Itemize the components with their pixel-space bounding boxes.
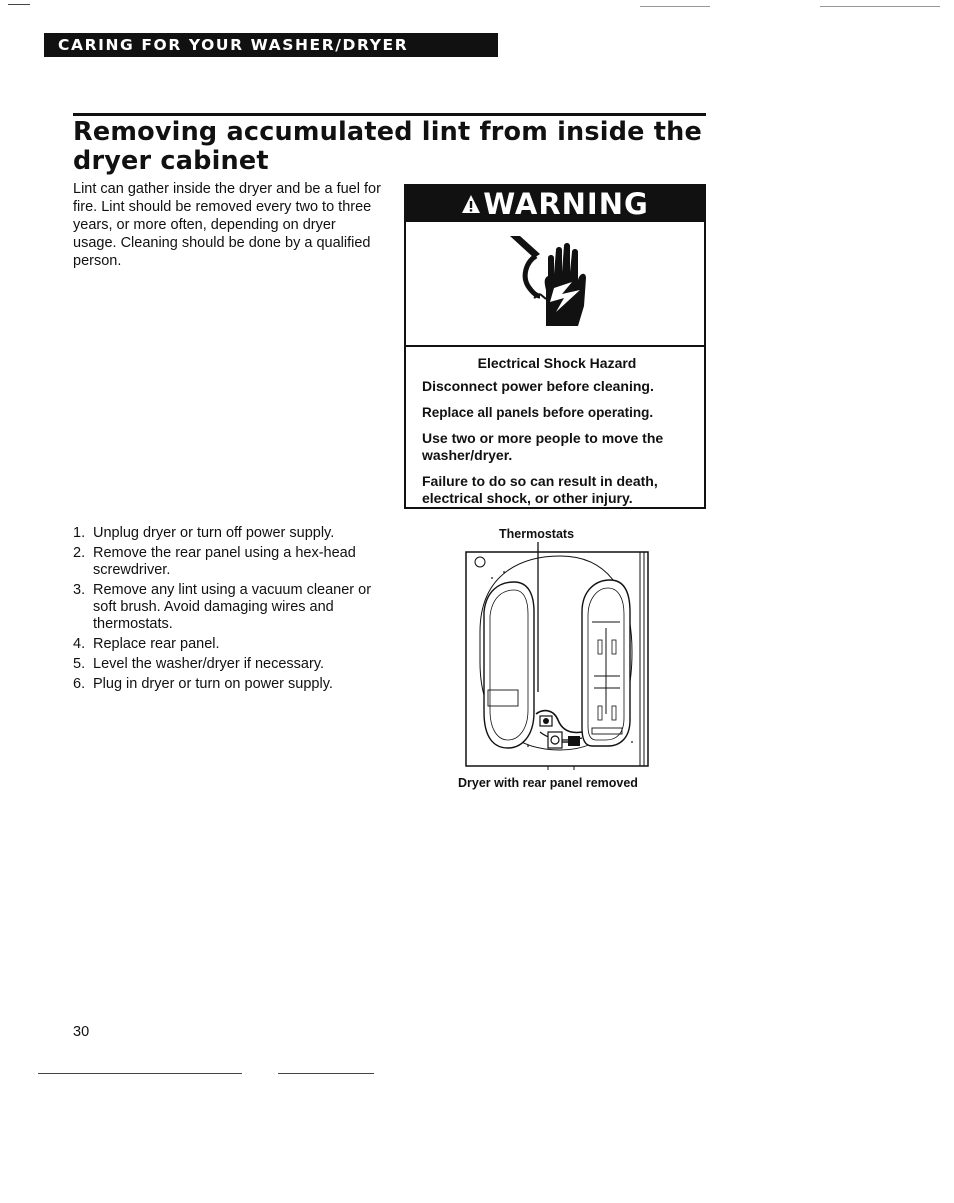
scan-artifact-line [278,1073,374,1074]
list-item [73,636,383,653]
step-number: 6. [73,676,86,692]
step-number: 5. [73,656,86,672]
warning-line: Failure to do so can result in death, electrical shock, or other injury. [422,473,658,506]
dryer-rear-illustration [464,542,654,772]
scan-artifact-line [820,6,940,7]
list-item [73,545,383,579]
step-text: Plug in dryer or turn on power supply. [93,676,333,692]
step-text: Unplug dryer or turn off power supply. [93,525,335,541]
intro-paragraph: Lint can gather inside the dryer and be a fuel for fire. Lint should be removed every two to three years, or more often, depending on dryer usage. Cleaning should be done by a qualified person. [73,181,381,269]
warning-title: WARNING [483,187,649,221]
step-text: Remove any lint using a vacuum cleaner or soft brush. Avoid damaging wires and thermostats. [93,582,372,632]
warning-triangle-icon [461,193,481,215]
figure-caption: Dryer with rear panel removed [458,776,638,790]
section-header-bar: CARING FOR YOUR WASHER/DRYER [44,33,498,57]
warning-line: Replace all panels before operating. [422,405,654,420]
warning-line: Disconnect power before cleaning. [422,378,654,394]
step-number: 1. [73,525,86,541]
title-rule [73,113,706,116]
list-item [73,656,383,673]
page-title: Removing accumulated lint from inside the dryer cabinet [73,117,702,176]
warning-box [404,184,706,509]
warning-pictogram [406,222,704,347]
thermostats-callout: Thermostats [499,527,575,541]
list-item [73,582,383,633]
step-number: 2. [73,545,86,561]
scan-artifact-line [38,1073,242,1074]
steps-list [73,525,383,696]
page-number: 30 [73,1024,90,1040]
warning-body [406,347,704,507]
list-item [73,676,383,693]
step-text: Remove the rear panel using a hex-head screwdriver. [93,545,356,578]
step-number: 4. [73,636,86,652]
step-text: Level the washer/dryer if necessary. [93,656,325,672]
scan-artifact-line [640,6,710,7]
scan-artifact-line [8,4,30,5]
warning-hazard-type: Electrical Shock Hazard [477,355,637,371]
electrical-shock-hand-icon [500,228,610,340]
warning-header [406,186,704,222]
warning-line: Use two or more people to move the washer/dryer. [422,430,664,463]
list-item [73,525,383,542]
step-number: 3. [73,582,86,598]
step-text: Replace rear panel. [93,636,220,652]
